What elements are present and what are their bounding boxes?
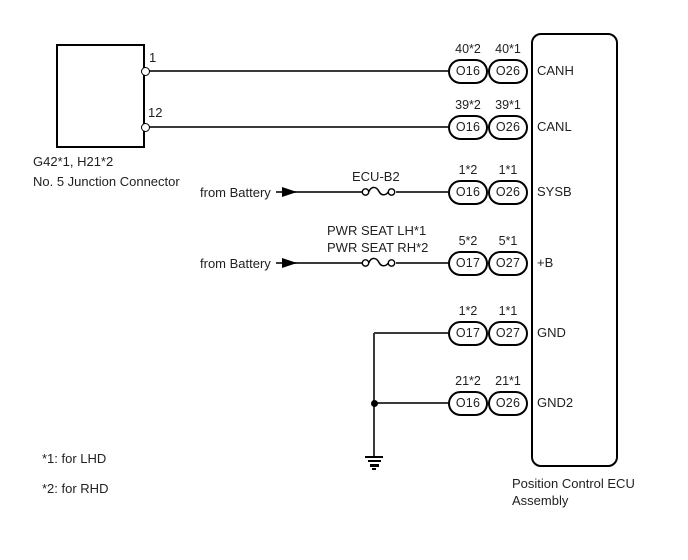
junction-terminal-icon [141, 123, 150, 132]
ecu-signal-label: +B [537, 255, 554, 270]
wire-canh [149, 70, 448, 71]
fuse-label: ECU-B2 [352, 169, 400, 184]
wire-plus-b [396, 262, 448, 263]
ecu-signal-label: CANL [537, 119, 572, 134]
wire-junction-dot [371, 400, 378, 407]
ecu-pin-number: 1*2 [458, 304, 478, 318]
connector-terminal: O17 [448, 321, 488, 346]
connector-terminal: O17 [448, 251, 488, 276]
ecu-name-line1: Position Control ECU [512, 476, 635, 491]
fuse-label: PWR SEAT RH*2 [327, 240, 429, 255]
fuse-icon [358, 182, 398, 202]
ecu-signal-label: SYSB [537, 184, 572, 199]
junction-connector-name: No. 5 Junction Connector [33, 174, 180, 189]
ecu-pin-number: 21*1 [495, 374, 521, 388]
wire-sysb [396, 191, 448, 192]
wire-ground-drop [373, 403, 374, 457]
battery-source-label: from Battery [200, 185, 271, 200]
junction-terminal-icon [141, 67, 150, 76]
footnote-lhd: *1: for LHD [42, 451, 107, 466]
footnote-rhd: *2: for RHD [42, 481, 109, 496]
battery-source-label: from Battery [200, 256, 271, 271]
junction-pin-bottom-label: 12 [148, 105, 163, 120]
ecu-name-line2: Assembly [512, 493, 569, 508]
ecu-pin-number: 1*1 [498, 304, 518, 318]
junction-connector-box [56, 44, 145, 148]
connector-terminal: O16 [448, 391, 488, 416]
connector-terminal: O26 [488, 115, 528, 140]
connector-terminal: O27 [488, 251, 528, 276]
ecu-pin-number: 39*1 [495, 98, 521, 112]
fuse-label: PWR SEAT LH*1 [327, 223, 427, 238]
ecu-signal-label: GND [537, 325, 566, 340]
ecu-pin-number: 21*2 [455, 374, 481, 388]
fuse-icon [358, 253, 398, 273]
junction-connector-code: G42*1, H21*2 [33, 154, 114, 169]
wire-gnd [374, 332, 448, 333]
ecu-pin-number: 39*2 [455, 98, 481, 112]
connector-terminal: O16 [448, 180, 488, 205]
ecu-pin-number: 1*2 [458, 163, 478, 177]
ecu-pin-number: 5*1 [498, 234, 518, 248]
wire-gnd-vertical [373, 333, 374, 403]
flow-arrow-icon [282, 258, 297, 268]
flow-arrow-icon [282, 187, 297, 197]
ecu-pin-number: 40*1 [495, 42, 521, 56]
connector-terminal: O26 [488, 391, 528, 416]
connector-terminal: O27 [488, 321, 528, 346]
connector-terminal: O26 [488, 180, 528, 205]
connector-terminal: O26 [488, 59, 528, 84]
connector-terminal: O16 [448, 59, 488, 84]
wire-gnd2 [374, 402, 448, 403]
ecu-pin-number: 5*2 [458, 234, 478, 248]
ecu-signal-label: CANH [537, 63, 574, 78]
connector-terminal: O16 [448, 115, 488, 140]
ecu-pin-number: 40*2 [455, 42, 481, 56]
ecu-pin-number: 1*1 [498, 163, 518, 177]
junction-pin-top-label: 1 [149, 50, 157, 65]
ecu-signal-label: GND2 [537, 395, 574, 410]
wire-canl [149, 126, 448, 127]
